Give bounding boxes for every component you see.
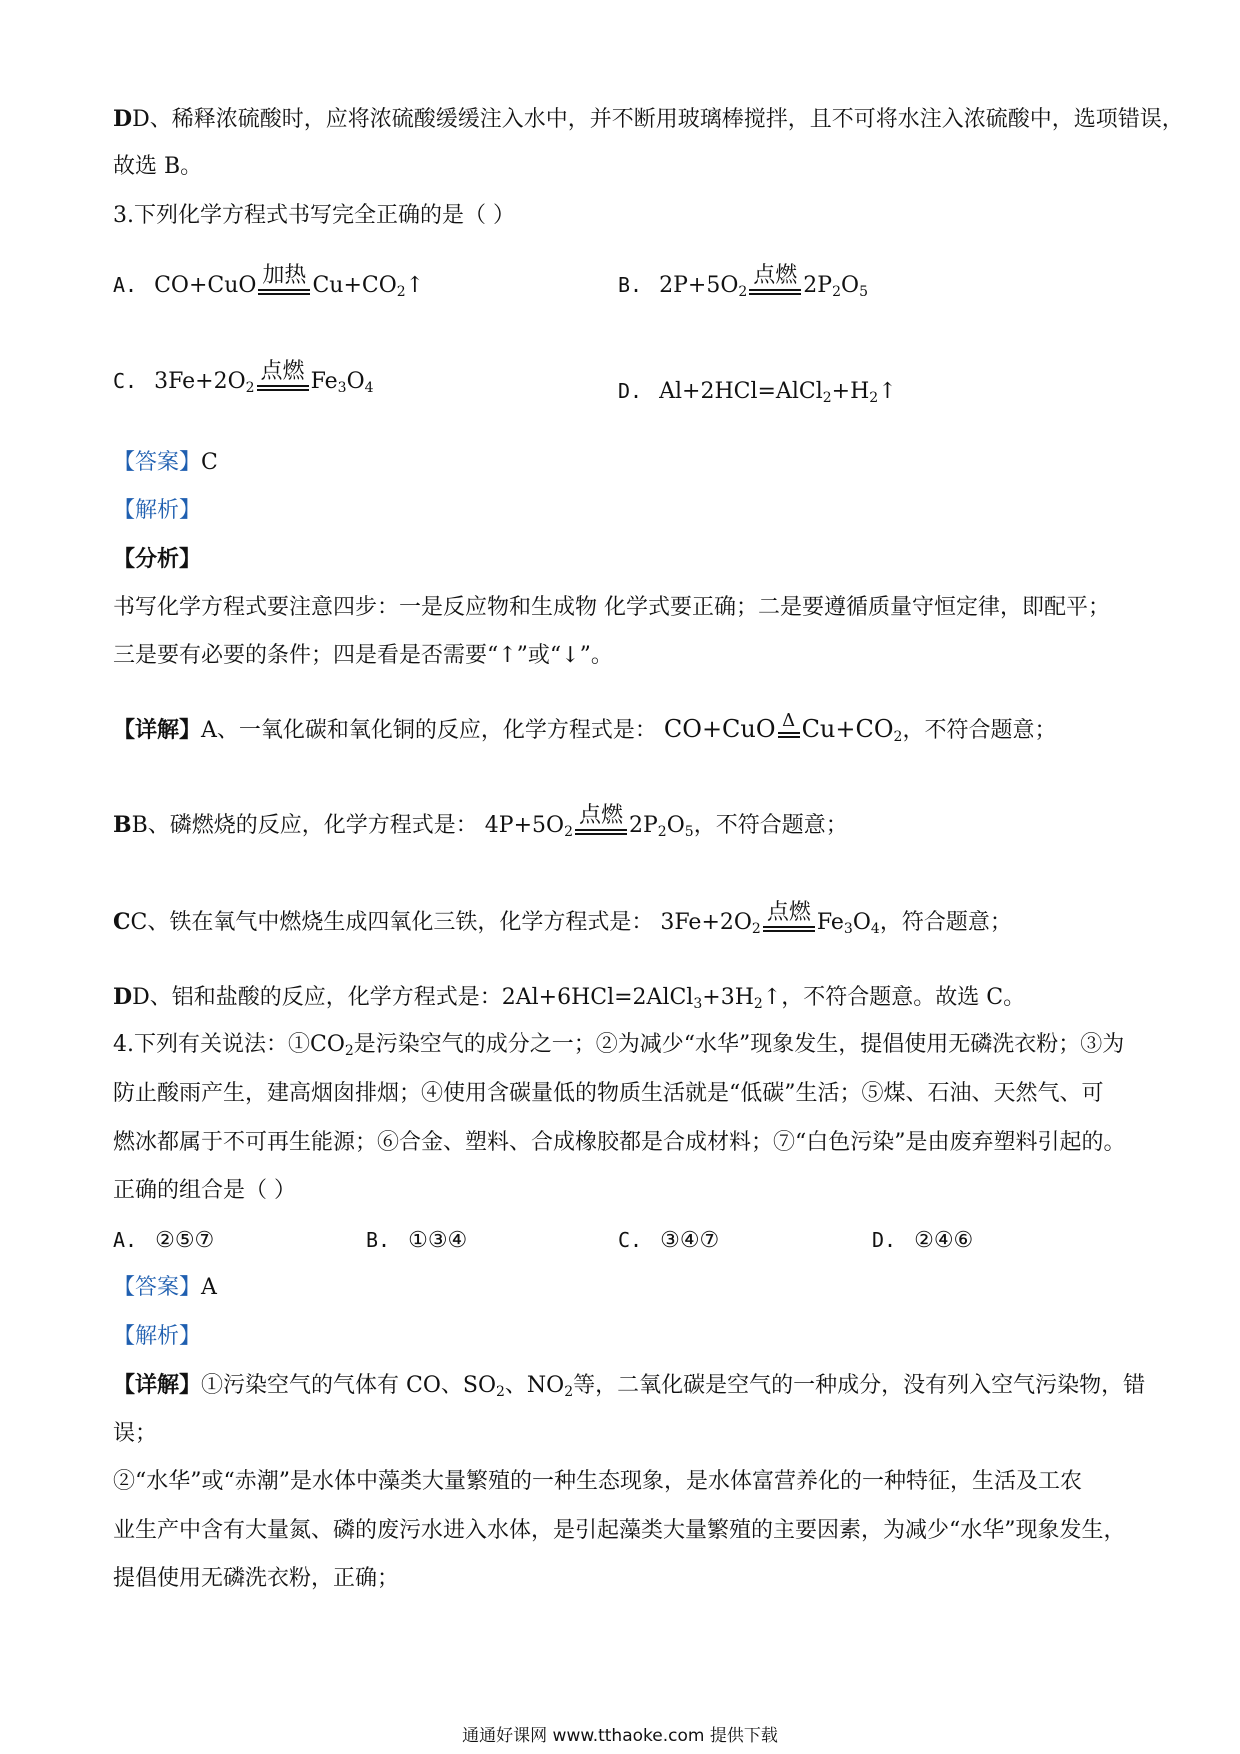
equation-products — [817, 908, 880, 938]
double-bar — [257, 385, 309, 391]
products-text: 2P — [628, 813, 658, 838]
detail-text: ，不符合题意； — [693, 813, 848, 838]
subscript: 2 — [832, 284, 842, 300]
detail-text: ↑，不符合题意。故选 C。 — [762, 985, 1026, 1010]
option-letter: C. — [618, 1228, 643, 1252]
option-letter: D. — [872, 1228, 897, 1252]
text-line: 提倡使用无磷洗衣粉，正确； — [113, 1566, 400, 1591]
condition-label: 点燃 — [766, 900, 811, 925]
condition-label: 点燃 — [578, 803, 623, 828]
subscript: 2 — [869, 390, 879, 406]
equation-part: Al+2HCl=AlCl — [659, 379, 823, 404]
detail-text: ①污染空气的气体有 CO、SO — [201, 1373, 496, 1398]
option-letter: C. — [113, 369, 138, 393]
reaction-condition — [749, 265, 801, 295]
answer-tag: 【答案】 — [113, 450, 202, 475]
q4-option-a — [113, 1225, 214, 1256]
double-bar — [778, 732, 800, 738]
footer-credit: 通通好课网 www.tthaoke.com 提供下载 — [462, 1726, 778, 1746]
q4-detail-1 — [113, 1370, 1145, 1401]
text-line: 业生产中含有大量氮、磷的废污水进入水体，是引起藻类大量繁殖的主要因素，为减少“水华”现象发生， — [113, 1518, 1126, 1543]
double-bar — [763, 926, 815, 932]
subscript: 2 — [496, 1384, 505, 1400]
text-line: DD、稀释浓硫酸时，应将浓硫酸缓缓注入水中，并不断用玻璃棒搅拌，且不可将水注入浓硫酸中，选项错误， — [113, 106, 1184, 132]
paragraph-text: D、稀释浓硫酸时，应将浓硫酸缓缓注入水中，并不断用玻璃棒搅拌，且不可将水注入浓硫酸中，选项错误， — [132, 107, 1184, 132]
condition-label: 加热 — [262, 263, 307, 288]
products-text: 2P — [803, 273, 833, 298]
products-text: Cu+CO — [801, 715, 894, 743]
question-4-line-2: 防止酸雨产生，建高烟囱排烟；④使用含碳量低的物质生活就是“低碳”生活；⑤煤、石油、天然气、可 — [113, 1081, 1104, 1106]
question-text: 4.下列有关说法：①CO — [113, 1032, 345, 1057]
detail-b: BB、磷燃烧的反应，化学方程式是： $4P+5O_2$ 点燃 $2P_2O_5$ ，不符合题意； — [113, 803, 848, 840]
option-letter: B. — [618, 273, 643, 297]
double-bar — [258, 289, 310, 295]
q4-option-d — [872, 1225, 973, 1256]
option-d — [618, 376, 897, 407]
question-4-line-1 — [113, 1030, 1124, 1060]
option-letter: D. — [618, 379, 643, 403]
answer-value: C — [201, 450, 218, 475]
double-bar — [575, 829, 627, 835]
reaction-condition — [575, 805, 627, 835]
subscript: 2 — [822, 390, 832, 406]
condition-label: 点燃 — [753, 263, 798, 288]
option-text: ②⑤⑦ — [155, 1228, 215, 1253]
option-a — [113, 263, 425, 301]
detail-text: ，符合题意； — [879, 910, 1012, 935]
detail-text: ，不符合题意； — [902, 718, 1057, 743]
subscript: 5 — [684, 824, 694, 840]
equation-products — [802, 714, 903, 744]
q4-option-b — [366, 1225, 467, 1256]
option-letter: A. — [113, 273, 138, 297]
analysis-tag: 【解析】 — [113, 498, 202, 523]
option-text: ③④⑦ — [660, 1228, 720, 1253]
equation-text — [659, 379, 897, 404]
equation-products — [629, 811, 694, 841]
option-letter: B. — [366, 1228, 391, 1252]
equation-reactants — [659, 271, 747, 301]
detail-a — [113, 710, 1057, 746]
answer-tag: 【答案】 — [113, 1275, 202, 1300]
text-line: 三是要有必要的条件；四是看是否需要“↑”或“↓”。 — [113, 643, 613, 668]
detail-text: +3H — [702, 985, 754, 1010]
products-text: Fe — [310, 369, 338, 394]
reaction-condition — [258, 265, 310, 295]
subscript: 2 — [657, 824, 667, 840]
subscript: 2 — [753, 996, 763, 1012]
double-bar — [749, 289, 801, 295]
equation-products — [803, 271, 868, 301]
option-letter: A. — [113, 1228, 138, 1252]
subscript: 3 — [693, 996, 703, 1012]
equation-reactants — [154, 367, 254, 397]
subscript: 3 — [337, 380, 347, 396]
equation-reactants — [485, 811, 573, 841]
gas-arrow: ↑ — [878, 379, 897, 404]
answer-value: A — [201, 1275, 217, 1300]
gas-arrow: ↑ — [405, 273, 425, 298]
answer-line — [113, 448, 218, 478]
question-4-line-4: 正确的组合是（ ） — [113, 1178, 296, 1203]
answer-line — [113, 1273, 217, 1303]
detail-text: 等，二氧化碳是空气的一种成分，没有列入空气污染物，错 — [573, 1373, 1146, 1398]
condition-label: Δ — [782, 710, 796, 731]
reactants-text: 4P+5O — [484, 813, 565, 838]
subscript: 4 — [364, 380, 374, 396]
subscript: 2 — [344, 1043, 354, 1059]
subscript: 2 — [396, 284, 406, 300]
option-b — [618, 263, 868, 301]
detail-tag: 【详解】 — [113, 1372, 202, 1398]
subscript: 2 — [751, 921, 761, 937]
text-line: 故选 B。 — [113, 154, 203, 179]
subscript: 3 — [843, 921, 853, 937]
option-text: ①③④ — [408, 1228, 468, 1253]
detail-text: 、NO — [504, 1373, 565, 1398]
detail-tag: 【详解】 — [113, 717, 202, 743]
equation-reactants — [660, 908, 760, 938]
equation-products — [311, 367, 374, 397]
reaction-condition — [778, 712, 800, 738]
text-line: 误； — [113, 1421, 158, 1446]
products-text: Fe — [816, 910, 844, 935]
subscript: 2 — [738, 284, 748, 300]
detail-text: C、铁在氧气中燃烧生成四氧化三铁，化学方程式是： — [130, 910, 654, 935]
products-text: O — [841, 273, 860, 298]
reactants-text: 3Fe+2O — [660, 910, 752, 935]
detail-text: B、磷燃烧的反应，化学方程式是： — [131, 813, 478, 838]
text-line: 书写化学方程式要注意四步：一是反应物和生成物 化学式要正确；二是要遵循质量守恒定律，即配平； — [113, 595, 1110, 620]
equation-reactants: CO+CuO — [154, 273, 257, 298]
products-text: O — [346, 369, 365, 394]
question-text: 是污染空气的成分之一；②为减少“水华”现象发生，提倡使用无磷洗衣粉；③为 — [353, 1032, 1125, 1057]
subscript: 2 — [245, 380, 255, 396]
analysis-tag: 【解析】 — [113, 1324, 202, 1349]
reaction-condition — [257, 361, 309, 391]
detail-d: DD、铝和盐酸的反应，化学方程式是：$2Al+6HCl=2AlCl_3+3H_2↑$，不符合题意。故选 C。 — [113, 984, 1026, 1012]
condition-label: 点燃 — [260, 359, 305, 384]
reactants-text: 3Fe+2O — [154, 369, 246, 394]
products-text: Cu+CO — [312, 273, 397, 298]
reactants-text: 2P+5O — [659, 273, 739, 298]
detail-text: A、一氧化碳和氧化铜的反应，化学方程式是： — [201, 718, 657, 743]
equation-part: +H — [831, 379, 870, 404]
subscript: 2 — [893, 729, 903, 745]
detail-text: D、铝和盐酸的反应，化学方程式是：2Al+6HCl=2AlCl — [132, 985, 694, 1010]
option-text: ②④⑥ — [914, 1228, 974, 1253]
equation-reactants: CO+CuO — [663, 715, 776, 743]
fenxi-tag: 【分析】 — [113, 546, 202, 572]
subscript: 2 — [564, 1384, 574, 1400]
subscript: 5 — [859, 284, 868, 300]
products-text: O — [666, 813, 685, 838]
q4-option-c — [618, 1225, 719, 1256]
question-3-stem: 3.下列化学方程式书写完全正确的是（ ） — [113, 203, 515, 228]
equation-products — [312, 271, 424, 301]
option-c — [113, 359, 374, 397]
question-4-line-3: 燃冰都属于不可再生能源；⑥合金、塑料、合成橡胶都是合成材料；⑦“白色污染”是由废弃塑料引起的。 — [113, 1130, 1126, 1155]
detail-c: CC、铁在氧气中燃烧生成四氧化三铁，化学方程式是： $3Fe+2O_2$ 点燃 $Fe_3O_4$ ，符合题意； — [113, 900, 1012, 937]
text-line: ②“水华”或“赤潮”是水体中藻类大量繁殖的一种生态现象，是水体富营养化的一种特征，生活及工农 — [113, 1469, 1082, 1494]
reaction-condition — [763, 902, 815, 932]
subscript: 4 — [870, 921, 880, 937]
subscript: 2 — [564, 824, 573, 840]
products-text: O — [852, 910, 871, 935]
